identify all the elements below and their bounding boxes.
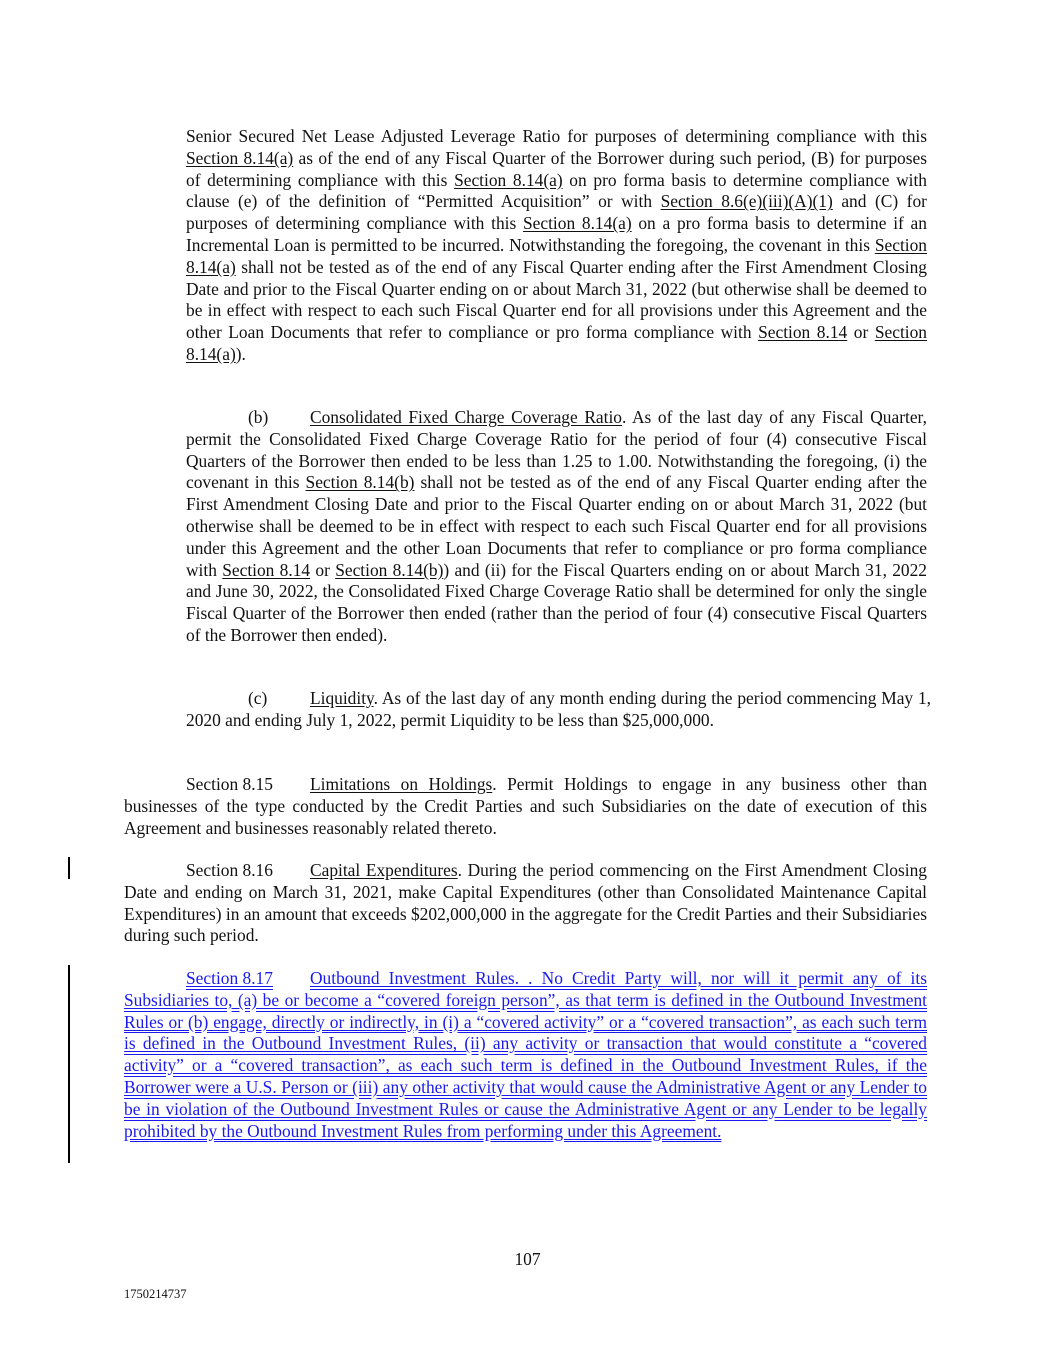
page-number: 107 <box>514 1249 541 1269</box>
clause-marker: (b) <box>248 407 269 427</box>
section-reference: Section 8.14(b) <box>335 559 444 580</box>
clause-marker: (c) <box>248 688 268 708</box>
text-run: Senior Secured Net Lease Adjusted Leverage Ratio for purposes of determining compliance with this <box>186 126 927 146</box>
section-8-15-paragraph <box>124 774 927 839</box>
section-heading: Outbound Investment Rules. <box>310 968 520 988</box>
section-8-17-paragraph <box>124 968 927 1142</box>
clause-b-paragraph <box>186 407 927 647</box>
clause-heading: Consolidated Fixed Charge Coverage Ratio <box>310 407 622 427</box>
continuation-paragraph <box>186 126 927 366</box>
section-number: Section 8.16 <box>186 860 273 880</box>
text-run: on pro forma basis to determine compliance with clause (e) of the definition of “Permitted Acquisition” or with <box>186 169 927 212</box>
text-run: . As of the last day of any Fiscal Quarter, permit the Consolidated Fixed Charge Coverage Ratio for the period of four (4) consecutive Fiscal Quarters of the Borrower then ended to be less than 1.25 to 1.00. Notwithstanding the foregoing, (i) the covenant in this <box>186 407 927 493</box>
text-run: or <box>847 322 875 343</box>
text-run: . Permit Holdings to engage in any business other than businesses of the type conducted by the Credit Parties and such Subsidiaries on the date of execution of this Agreement and businesses reasonably related thereto. <box>124 774 928 838</box>
clause-heading: Liquidity <box>310 688 374 708</box>
text-run: on a pro forma basis to determine if an Incremental Loan is permitted to be incurred. Notwithstanding the foregoing, the covenant in this <box>186 213 927 255</box>
section-heading: Limitations on Holdings <box>310 774 493 794</box>
text-run: as of the end of any Fiscal Quarter of the Borrower during such period, (B) for purposes of determining compliance with this <box>186 147 928 190</box>
document-id: 1750214737 <box>124 1287 187 1301</box>
revision-change-bar <box>68 857 70 879</box>
text-run: . No Credit Party will, nor will it permit any of its Subsidiaries to, (a) be or become a “covered foreign person”, as that term is defined in the Outbound Investment Rules or (b) engage, directly or indirectly, in (i) a “covered activity” or a “covered transaction”, as each such term is defined in the Outbound Investment Rules, (ii) any activity or transaction that would constitute a “covered activity” or a “covered transaction”, as each such term is defined in the Outbound Investment Rules, if the Borrower were a U.S. Person or (iii) any other activity that would cause the Administrative Agent or any Lender to be in violation of the Outbound Investment Rules or cause the Administrative Agent or any Lender to be legally prohibited by the Outbound Investment Rules from performing under this Agreement. <box>124 968 927 1141</box>
clause-c-paragraph <box>186 688 931 732</box>
section-reference: Section 8.14(a) <box>186 234 927 277</box>
section-reference: Section 8.14(a) <box>186 147 294 168</box>
section-reference: Section 8.6(e)(iii)(A)(1) <box>660 191 833 212</box>
text-run: . During the period commencing on the First Amendment Closing Date and ending on March 31, 2021, make Capital Expenditures (other than Consolidated Maintenance Capital Expenditures) in an amount that exceeds $202,000,000 in the aggregate for the Credit Parties and their Subsidiaries during such period. <box>124 860 927 946</box>
section-number: Section 8.17 <box>186 968 273 988</box>
section-reference: Section 8.14(b) <box>305 472 415 493</box>
section-reference: Section 8.14(a) <box>454 169 563 190</box>
text-run: shall not be tested as of the end of any Fiscal Quarter ending after the First Amendment Closing Date and prior to the Fiscal Quarter ending on or about March 31, 2022 (but otherwise shall be deemed to be in effect with respect to each such Fiscal Quarter end for all provisions under this Agreement and the other Loan Documents that refer to compliance or pro forma compliance with <box>186 256 927 343</box>
text-run: shall not be tested as of the end of any Fiscal Quarter ending after the First Amendment Closing Date and prior to the Fiscal Quarter ending on or about March 31, 2022 (but otherwise shall be deemed to be in effect with respect to each such Fiscal Quarter end for all provisions under this Agreement and the other Loan Documents that refer to compliance or pro forma compliance with <box>186 472 928 580</box>
section-reference: Section 8.14 <box>222 559 311 580</box>
section-8-16-paragraph <box>124 860 927 947</box>
text-run: ). <box>235 343 246 364</box>
text-run: ) and (ii) for the Fiscal Quarters ending on or about March 31, 2022 and June 30, 2022, the Consolidated Fixed Charge Coverage Ratio shall be determined for only the single Fiscal Quarter of the Borrower then ended (rather than the period of four (4) consecutive Fiscal Quarters of the Borrower then ended). <box>186 559 927 645</box>
section-reference: Section 8.14(a) <box>186 322 927 364</box>
text-run: and (C) for purposes of determining compliance with this <box>186 191 927 234</box>
section-number: Section 8.15 <box>186 774 273 794</box>
text-run: . As of the last day of any month ending during the period commencing May 1, 2020 and ending July 1, 2022, permit Liquidity to be less than $25,000,000. <box>186 688 931 730</box>
section-reference: Section 8.14(a) <box>522 213 632 234</box>
section-reference: Section 8.14 <box>758 322 848 343</box>
section-heading: Capital Expenditures <box>310 860 458 880</box>
revision-change-bar <box>68 965 70 1163</box>
text-run: or <box>310 559 336 580</box>
